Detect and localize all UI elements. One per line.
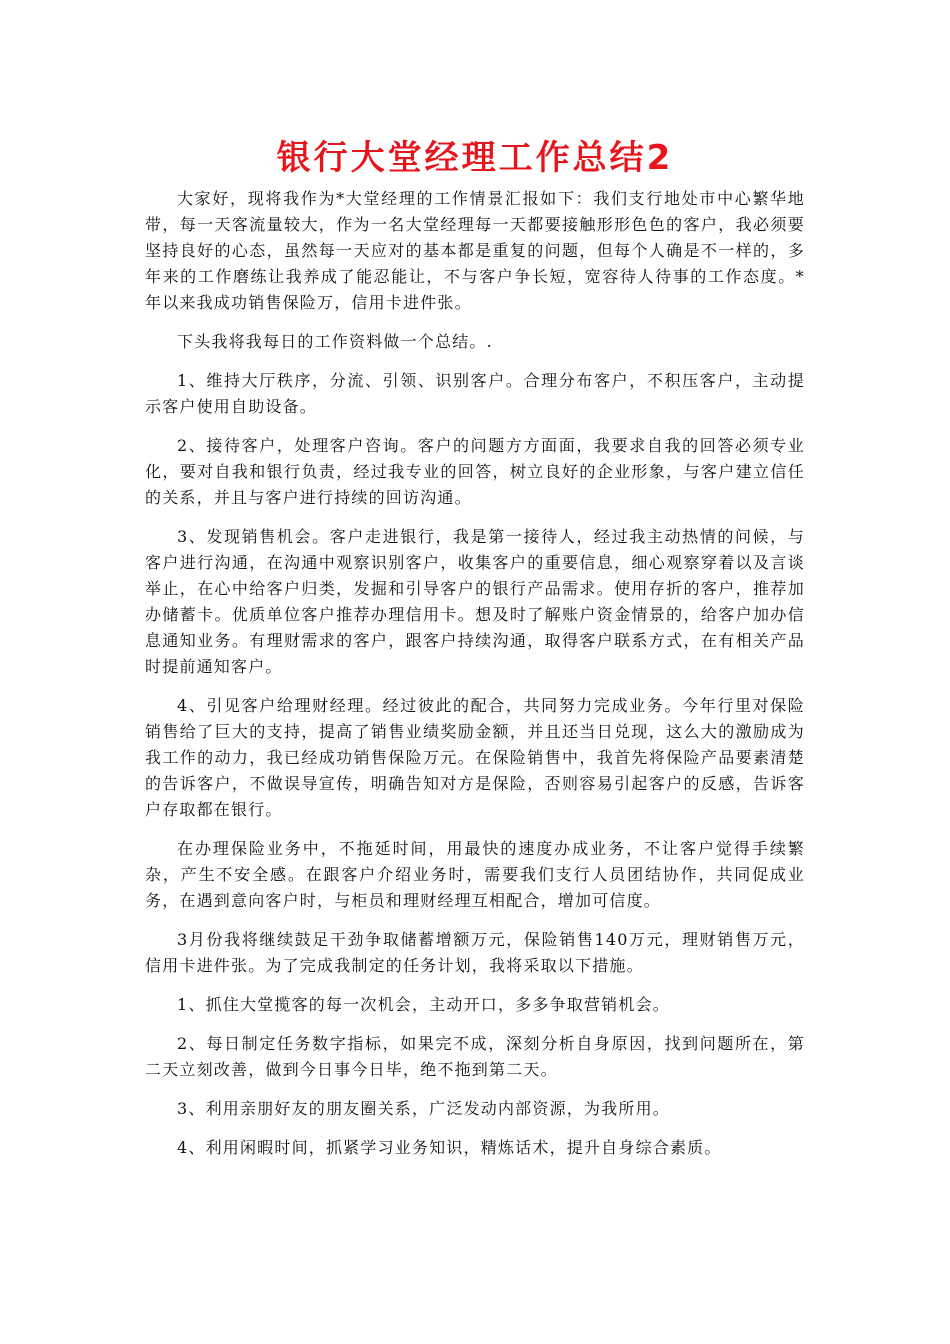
paragraph-intro: 大家好，现将我作为*大堂经理的工作情景汇报如下：我们支行地处市中心繁华地带，每一天客流量较大，作为一名大堂经理每一天都要接触形形色色的客户，我必须要坚持良好的心态，虽然每一天应对的基本都是重复的问题，但每个人确是不一样的，多年来的工作磨练让我养成了能忍能让，不与客户争长短，宽容待人待事的工作态度。*年以来我成功销售保险万，信用卡进件张。: [145, 189, 805, 312]
page-title: 银行大堂经理工作总结2: [276, 138, 674, 178]
paragraph-insurance: 在办理保险业务中，不拖延时间，用最快的速度办成业务，不让客户觉得手续繁杂，产生不安全感。在跟客户介绍业务时，需要我们支行人员团结协作，共同促成业务，在遇到意向客户时，与柜员和理财经理互相配合，增加可信度。: [145, 839, 805, 910]
paragraph-duty-4: 4、引见客户给理财经理。经过彼此的配合，共同努力完成业务。今年行里对保险销售给了巨大的支持，提高了销售业绩奖励金额，并且还当日兑现，这么大的激励成为我工作的动力，我已经成功销售保险万元。在保险销售中，我首先将保险产品要素清楚的告诉客户，不做误导宣传，明确告知对方是保险，否则容易引起客户的反感，告诉客户存取都在银行。: [145, 696, 805, 819]
paragraph-duty-2: 2、接待客户，处理客户咨询。客户的问题方方面面，我要求自我的回答必须专业化，要对自我和银行负责，经过我专业的回答，树立良好的企业形象，与客户建立信任的关系，并且与客户进行持续的回访沟通。: [145, 436, 805, 507]
paragraph-summary-lead: 下头我将我每日的工作资料做一个总结。.: [177, 332, 493, 351]
paragraph-measure-1: 1、抓住大堂揽客的每一次机会，主动开口，多多争取营销机会。: [177, 995, 670, 1014]
paragraph-duty-3: 3、发现销售机会。客户走进银行，我是第一接待人，经过我主动热情的问候，与客户进行沟通，在沟通中观察识别客户，收集客户的重要信息，细心观察穿着以及言谈举止，在心中给客户归类，发掘和引导客户的银行产品需求。使用存折的客户，推荐加办储蓄卡。优质单位客户推荐办理信用卡。想及时了解账户资金情景的，给客户加办信息通知业务。有理财需求的客户，跟客户持续沟通，取得客户联系方式，在有相关产品时提前通知客户。: [145, 527, 805, 676]
paragraph-duty-1: 1、维持大厅秩序，分流、引领、识别客户。合理分布客户，不积压客户，主动提示客户使用自助设备。: [145, 371, 805, 416]
paragraph-measure-3: 3、利用亲朋好友的朋友圈关系，广泛发动内部资源，为我所用。: [177, 1099, 670, 1118]
paragraph-plan: 3月份我将继续鼓足干劲争取储蓄增额万元，保险销售140万元，理财销售万元，信用卡进件张。为了完成我制定的任务计划，我将采取以下措施。: [145, 930, 805, 975]
paragraph-measure-2: 2、每日制定任务数字指标，如果完不成，深刻分析自身原因，找到问题所在，第二天立刻改善，做到今日事今日毕，绝不拖到第二天。: [145, 1034, 805, 1079]
paragraph-measure-4: 4、利用闲暇时间，抓紧学习业务知识，精炼话术，提升自身综合素质。: [177, 1138, 722, 1157]
document-body: [145, 186, 805, 1174]
